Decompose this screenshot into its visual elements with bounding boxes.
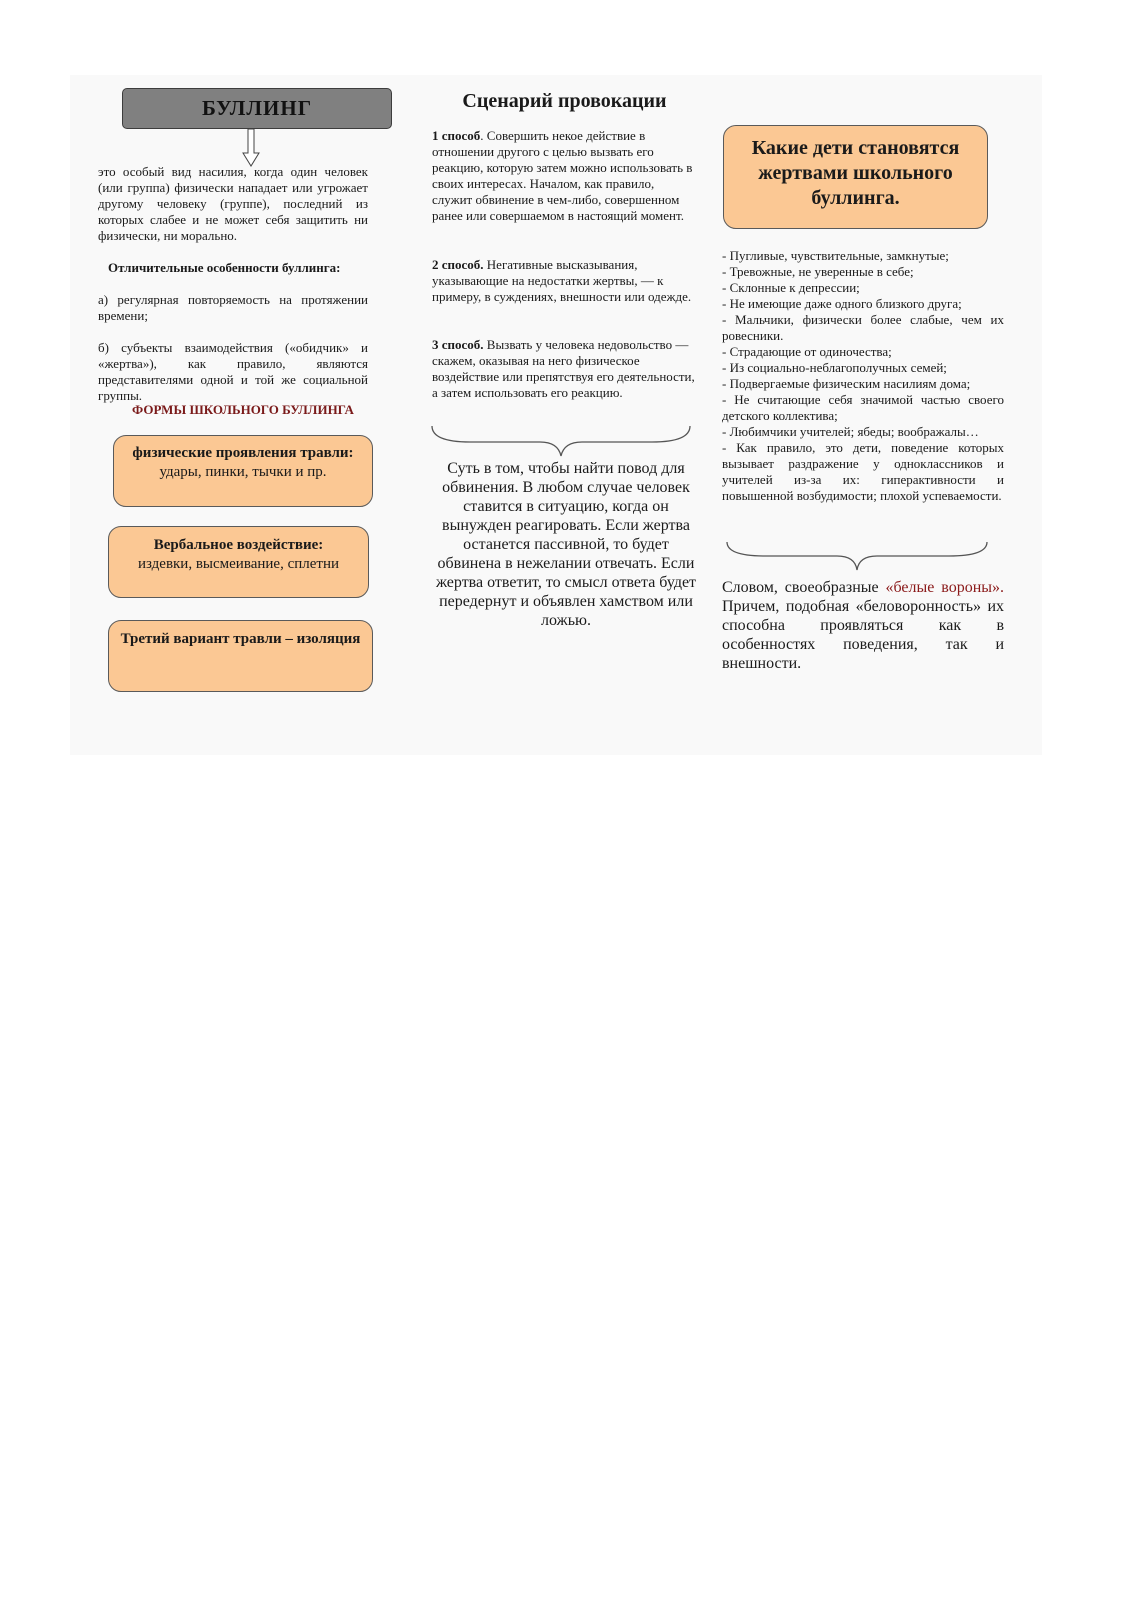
way-2-paragraph [432, 257, 697, 305]
list-item: - Из социально-неблагополучных семей; [722, 360, 947, 375]
form-verbal-text: издевки, высмеивание, сплетни [137, 556, 340, 572]
provocation-title: Сценарий провокации [462, 90, 667, 112]
victims-list [722, 248, 1004, 504]
bullying-definition: это особый вид насилия, когда один человек (или группа) физически нападает или угрожает другому человеку (группе), последний из которых слабее и не может себя защитить ни физически, ни морально. [98, 164, 368, 243]
down-arrow-icon [242, 129, 260, 167]
summary-end: Причем, подобная «беловоронность» их способна проявляться как в особенностях поведения, так и внешности. [722, 598, 1004, 672]
bullying-title-box [122, 88, 392, 129]
form-physical-box [113, 435, 373, 507]
white-crows-phrase: «белые вороны». [885, 579, 1004, 596]
middle-brace-icon [430, 424, 692, 458]
list-item: - Страдающие от одиночества; [722, 344, 892, 359]
right-brace-icon [725, 540, 989, 572]
way-2-label: 2 способ. [432, 257, 484, 272]
list-item: - Склонные к депрессии; [722, 280, 860, 295]
victims-title: Какие дети становятся жертвами школьного буллинга. [751, 137, 960, 209]
bullying-title: БУЛЛИНГ [201, 96, 313, 120]
way-3-label: 3 способ. [432, 337, 484, 352]
list-item: - Мальчики, физически более слабые, чем их ровесники. [722, 312, 1004, 343]
form-verbal-box [108, 526, 369, 598]
feature-a: а) регулярная повторяемость на протяжении времени; [98, 292, 368, 323]
white-crows-summary [722, 578, 1004, 673]
list-item: - Подвергаемые физическим насилиям дома; [722, 376, 971, 391]
list-item: - Не имеющие даже одного близкого друга; [722, 296, 962, 311]
form-isolation-box [108, 620, 373, 692]
provocation-summary: Суть в том, чтобы найти повод для обвинения. В любом случае человек ставится в ситуацию, когда он вынужден реагировать. Если жертва останется пассивной, то будет обвинена в нежелании отвечать. Если жертва ответит, то смысл ответа будет передернут и объявлен хамством или ложью. [435, 460, 697, 629]
forms-heading: ФОРМЫ ШКОЛЬНОГО БУЛЛИНГА [132, 402, 354, 417]
features-heading: Отличительные особенности буллинга: [108, 260, 341, 275]
way-1-text: . Совершить некое действие в отношении другого с целью вызвать его реакцию, которую затем можно использовать в своих интересах. Началом, как правило, служит обвинение в чем-либо, совершенном ранее или совершаемом в настоящий момент. [432, 128, 693, 223]
form-physical-text: удары, пинки, тычки и пр. [159, 464, 327, 480]
way-1-paragraph [432, 128, 697, 224]
way-3-paragraph [432, 337, 697, 401]
way-1-label: 1 способ [432, 128, 481, 143]
list-item: - Пугливые, чувствительные, замкнутые; [722, 248, 949, 263]
list-item: - Не считающие себя значимой частью своего детского коллектива; [722, 392, 1004, 423]
list-item: - Как правило, это дети, поведение которых вызывает раздражение у одноклассников и учителей из-за их: гиперактивности и повышенной возбудимости; плохой успеваемости. [722, 440, 1004, 503]
form-isolation-title: Третий вариант травли – изоляция [120, 631, 361, 647]
list-item: - Тревожные, не уверенные в себе; [722, 264, 914, 279]
form-verbal-title: Вербальное воздействие: [153, 537, 324, 553]
form-physical-title: физические проявления травли: [132, 445, 354, 461]
feature-b: б) субъекты взаимодействия («обидчик» и «жертва»), как правило, являются представителями одной и той же социальной группы. [98, 340, 368, 403]
way-3-text: Вызвать у человека недовольство — скажем, оказывая на него физическое воздействие или препятствуя его деятельности, а затем использовать его реакцию. [432, 337, 695, 400]
victims-title-box [723, 125, 988, 229]
summary-start: Словом, своеобразные [722, 579, 886, 596]
way-2-text: Негативные высказывания, указывающие на недостатки жертвы, — к примеру, в суждениях, внешности или одежде. [432, 257, 692, 304]
list-item: - Любимчики учителей; ябеды; воображалы… [722, 424, 979, 439]
